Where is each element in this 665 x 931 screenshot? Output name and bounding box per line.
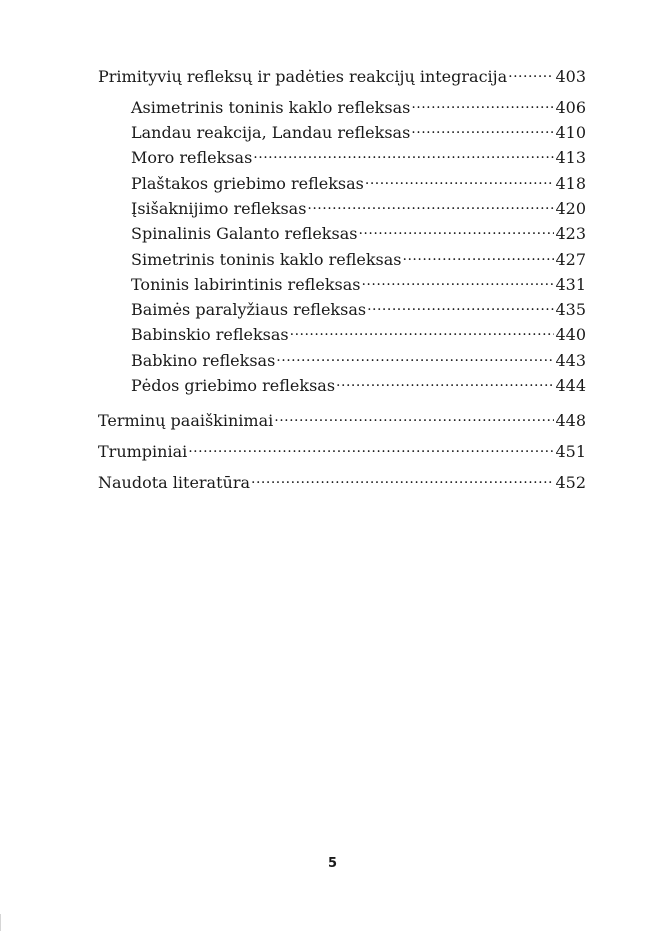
toc-entry-page: 452	[555, 473, 586, 492]
page-edge-mark	[0, 914, 1, 931]
dot-leader	[508, 62, 554, 82]
page-number: 5	[327, 856, 338, 871]
toc-entry[interactable]	[131, 245, 586, 270]
toc-entry[interactable]	[131, 219, 586, 244]
toc-entry-title: Landau reakcija, Landau refleksas	[131, 123, 411, 142]
toc-entry[interactable]	[131, 371, 586, 396]
dot-leader	[411, 118, 554, 138]
toc-entry-page: 440	[555, 325, 586, 344]
toc-entry-page: 448	[555, 411, 586, 430]
dot-leader	[274, 406, 554, 426]
toc-entry[interactable]	[131, 320, 586, 345]
toc-entry-page: 423	[555, 224, 586, 243]
toc-entry[interactable]	[131, 143, 586, 168]
dot-leader	[358, 219, 554, 239]
toc-entry-title: Baimės paralyžiaus refleksas	[131, 300, 367, 319]
dot-leader	[276, 346, 554, 366]
toc-entry[interactable]	[131, 295, 586, 320]
toc-entry-title: Trumpiniai	[98, 442, 188, 461]
toc-entry-page: 451	[555, 442, 586, 461]
toc-entry-page: 403	[555, 67, 586, 86]
toc-entry-page: 444	[555, 376, 586, 395]
toc-entry-primitive-reflexes[interactable]	[98, 62, 586, 87]
toc-entry-title: Toninis labirintinis refleksas	[131, 275, 361, 294]
dot-leader	[307, 194, 554, 214]
toc-entry-title: Asimetrinis toninis kaklo refleksas	[131, 98, 411, 117]
toc-entry-page: 413	[555, 148, 586, 167]
dot-leader	[403, 245, 555, 265]
toc-entry-page: 435	[555, 300, 586, 319]
toc-entry-page: 427	[555, 250, 586, 269]
toc-entry-title: Pėdos griebimo refleksas	[131, 376, 336, 395]
toc-entry-page: 420	[555, 199, 586, 218]
dot-leader	[361, 270, 554, 290]
dot-leader	[336, 371, 554, 391]
dot-leader	[253, 143, 554, 163]
toc-entry-terms[interactable]	[98, 406, 586, 431]
toc-entry-title: Moro refleksas	[131, 148, 253, 167]
dot-leader	[411, 93, 554, 113]
toc-entry[interactable]	[131, 270, 586, 295]
toc-entry[interactable]	[131, 194, 586, 219]
toc-entry-page: 406	[555, 98, 586, 117]
toc-entry-title: Primityvių refleksų ir padėties reakcijų integracija	[98, 67, 508, 86]
dot-leader	[188, 437, 554, 457]
dot-leader	[367, 295, 554, 315]
toc-entry[interactable]	[131, 118, 586, 143]
toc-entry[interactable]	[131, 346, 586, 371]
toc-entry-title: Spinalinis Galanto refleksas	[131, 224, 358, 243]
dot-leader	[365, 169, 555, 189]
toc-entry[interactable]	[131, 93, 586, 118]
toc-entry-title: Terminų paaiškinimai	[98, 411, 274, 430]
toc-entry-literature[interactable]	[98, 468, 586, 493]
toc-entry-title: Babkino refleksas	[131, 351, 276, 370]
toc-entry-page: 418	[555, 174, 586, 193]
dot-leader	[251, 468, 554, 488]
toc-entry-abbreviations[interactable]	[98, 437, 586, 462]
toc-entry-page: 431	[555, 275, 586, 294]
toc-entry-page: 443	[555, 351, 586, 370]
toc-entry-title: Naudota literatūra	[98, 473, 251, 492]
toc-entry-title: Įsišaknijimo refleksas	[131, 199, 307, 218]
toc-entry-title: Plaštakos griebimo refleksas	[131, 174, 364, 193]
toc-entry[interactable]	[131, 169, 586, 194]
dot-leader	[290, 320, 555, 340]
toc-entry-title: Babinskio refleksas	[131, 325, 289, 344]
toc-entry-title: Simetrinis toninis kaklo refleksas	[131, 250, 402, 269]
toc-entry-page: 410	[555, 123, 586, 142]
